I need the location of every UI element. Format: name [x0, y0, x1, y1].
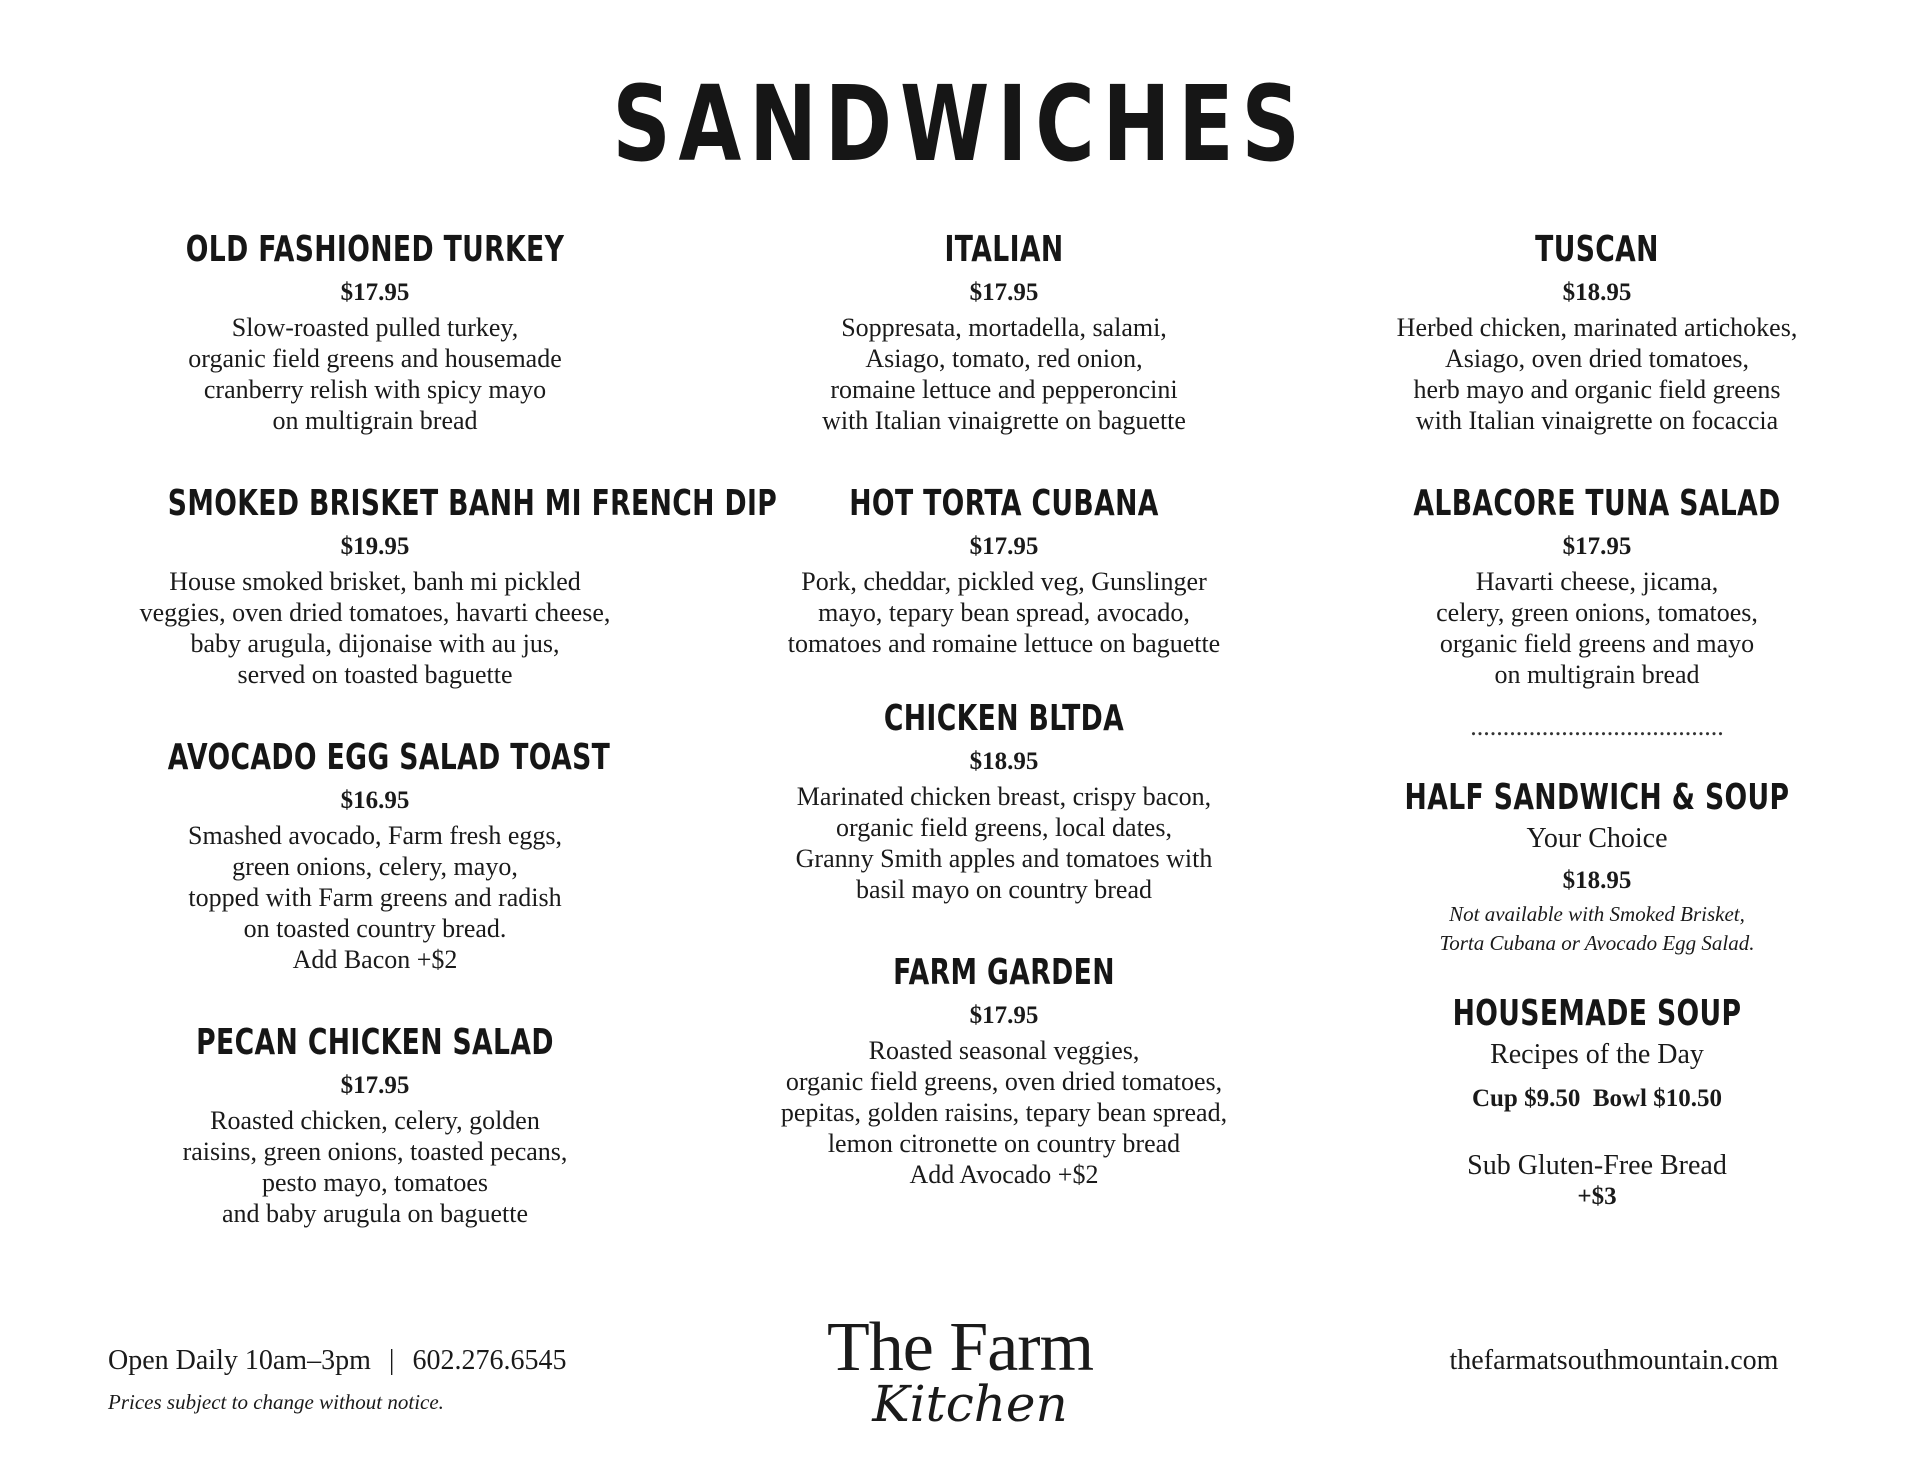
description-line: pepitas, golden raisins, tepary bean spread, — [780, 1098, 1228, 1127]
description-line: cranberry relish with spicy mayo — [203, 375, 547, 404]
description-line: Marinated chicken breast, crispy bacon, — [796, 782, 1212, 811]
half-sandwich-soup-section — [1317, 776, 1877, 958]
item-price: $18.95 — [969, 748, 1039, 775]
menu-column-left — [95, 228, 778, 1275]
description-line: Asiago, tomato, red onion, — [865, 344, 1143, 373]
footer-info — [108, 1344, 566, 1416]
description-line: Smashed avocado, Farm fresh eggs, — [187, 821, 563, 850]
description-line: tomatoes and romaine lettuce on baguette — [787, 629, 1221, 658]
menu-item — [95, 1021, 655, 1229]
item-name: HOT TORTA CUBANA — [849, 483, 1159, 524]
description-line: herb mayo and organic field greens — [1413, 375, 1781, 404]
item-name: PECAN CHICKEN SALAD — [196, 1022, 554, 1063]
item-name: TUSCAN — [1535, 229, 1659, 270]
page-title: SANDWICHES — [612, 63, 1308, 185]
item-price: $17.95 — [1562, 533, 1632, 560]
item-description — [95, 1105, 655, 1229]
menu-column-middle — [724, 228, 1284, 1236]
description-line: pesto mayo, tomatoes — [261, 1168, 488, 1197]
item-description — [724, 781, 1284, 905]
description-line: Soppresata, mortadella, salami, — [841, 313, 1167, 342]
description-line: and baby arugula on baguette — [221, 1199, 529, 1228]
menu-item — [724, 228, 1284, 436]
description-line: with Italian vinaigrette on focaccia — [1415, 406, 1779, 435]
description-line: Roasted seasonal veggies, — [868, 1036, 1140, 1065]
item-description — [1317, 312, 1877, 436]
dotted-separator: ....................................... — [1470, 714, 1724, 740]
item-name: OLD FASHIONED TURKEY — [185, 229, 565, 270]
availability-note — [1317, 900, 1877, 958]
restaurant-logo — [810, 1309, 1110, 1433]
description-line: served on toasted baguette — [237, 660, 513, 689]
description-line: House smoked brisket, banh mi pickled — [169, 567, 581, 596]
item-description — [724, 1035, 1284, 1190]
menu-item — [95, 736, 655, 975]
menu-item — [724, 951, 1284, 1190]
description-line: organic field greens, local dates, — [836, 813, 1172, 842]
item-description — [1317, 566, 1877, 690]
item-subtitle: Recipes of the Day — [1490, 1039, 1704, 1070]
item-price: $17.95 — [969, 1002, 1039, 1029]
housemade-soup-section — [1317, 992, 1877, 1212]
description-line: on toasted country bread. — [243, 914, 507, 943]
menu-item — [1317, 482, 1877, 690]
description-line: Slow-roasted pulled turkey, — [231, 313, 519, 342]
description-line: mayo, tepary bean spread, avocado, — [818, 598, 1190, 627]
item-price: $17.95 — [969, 279, 1039, 306]
item-price: $17.95 — [969, 533, 1039, 560]
add-on-text: Add Avocado +$2 — [909, 1160, 1099, 1189]
description-line: lemon citronette on country bread — [827, 1129, 1181, 1158]
add-on-text: Add Bacon +$2 — [292, 945, 458, 974]
item-description — [95, 312, 655, 436]
description-line: raisins, green onions, toasted pecans, — [182, 1137, 568, 1166]
description-line: Pork, cheddar, pickled veg, Gunslinger — [801, 567, 1207, 596]
item-name: HOUSEMADE SOUP — [1452, 993, 1742, 1034]
description-line: with Italian vinaigrette on baguette — [822, 406, 1186, 435]
item-price: $17.95 — [340, 279, 410, 306]
description-line: organic field greens and housemade — [188, 344, 562, 373]
item-name: ITALIAN — [944, 229, 1064, 270]
description-line: baby arugula, dijonaise with au jus, — [190, 629, 560, 658]
description-line: topped with Farm greens and radish — [188, 883, 562, 912]
item-name: FARM GARDEN — [893, 952, 1115, 993]
logo-script-text: Kitchen — [872, 1375, 1068, 1433]
description-line: veggies, oven dried tomatoes, havarti cheese, — [139, 598, 611, 627]
menu-item — [95, 228, 655, 436]
description-line: on multigrain bread — [1494, 660, 1700, 689]
description-line: Asiago, oven dried tomatoes, — [1445, 344, 1749, 373]
price-disclaimer: Prices subject to change without notice. — [108, 1390, 444, 1414]
logo-main-text: The Farm — [826, 1309, 1094, 1386]
description-line: Havarti cheese, jicama, — [1475, 567, 1719, 596]
item-description — [724, 566, 1284, 659]
phone-number: 602.276.6545 — [412, 1345, 567, 1376]
opening-hours: Open Daily 10am–3pm — [108, 1345, 371, 1376]
description-line: Granny Smith apples and tomatoes with — [795, 844, 1213, 873]
gluten-free-price: +$3 — [1577, 1183, 1617, 1210]
item-price: $18.95 — [1562, 279, 1632, 306]
menu-column-right — [1317, 228, 1877, 1258]
hours-phone-line — [108, 1344, 566, 1378]
note-line: Torta Cubana or Avocado Egg Salad. — [1439, 931, 1755, 955]
description-line: celery, green onions, tomatoes, — [1436, 598, 1758, 627]
divider: | — [388, 1345, 395, 1376]
soup-prices: Cup $9.50 Bowl $10.50 — [1471, 1085, 1723, 1112]
item-price: $16.95 — [340, 787, 410, 814]
item-name: ALBACORE TUNA SALAD — [1413, 483, 1781, 524]
description-line: green onions, celery, mayo, — [232, 852, 518, 881]
description-line: Roasted chicken, celery, golden — [210, 1106, 540, 1135]
note-line: Not available with Smoked Brisket, — [1449, 902, 1745, 926]
item-price: $19.95 — [340, 533, 410, 560]
description-line: organic field greens and mayo — [1439, 629, 1755, 658]
gluten-free-label: Sub Gluten-Free Bread — [1467, 1150, 1727, 1181]
description-line: basil mayo on country bread — [855, 875, 1153, 904]
description-line: Herbed chicken, marinated artichokes, — [1396, 313, 1798, 342]
item-description — [95, 566, 655, 690]
item-name: SMOKED BRISKET BANH MI FRENCH DIP — [167, 483, 778, 524]
item-price: $18.95 — [1562, 867, 1632, 894]
description-line: on multigrain bread — [272, 406, 478, 435]
item-subtitle: Your Choice — [1526, 823, 1668, 854]
item-description — [724, 312, 1284, 436]
item-name: HALF SANDWICH & SOUP — [1404, 777, 1790, 818]
menu-item — [1317, 228, 1877, 436]
menu-item — [724, 697, 1284, 905]
item-name: AVOCADO EGG SALAD TOAST — [167, 737, 611, 778]
menu-item — [724, 482, 1284, 659]
description-line: romaine lettuce and pepperoncini — [830, 375, 1178, 404]
website-url: thefarmatsouthmountain.com — [1449, 1345, 1779, 1376]
description-line: organic field greens, oven dried tomatoes, — [785, 1067, 1223, 1096]
menu-item — [95, 482, 778, 690]
item-description — [95, 820, 655, 975]
item-price: $17.95 — [340, 1072, 410, 1099]
item-name: CHICKEN BLTDA — [883, 698, 1125, 739]
